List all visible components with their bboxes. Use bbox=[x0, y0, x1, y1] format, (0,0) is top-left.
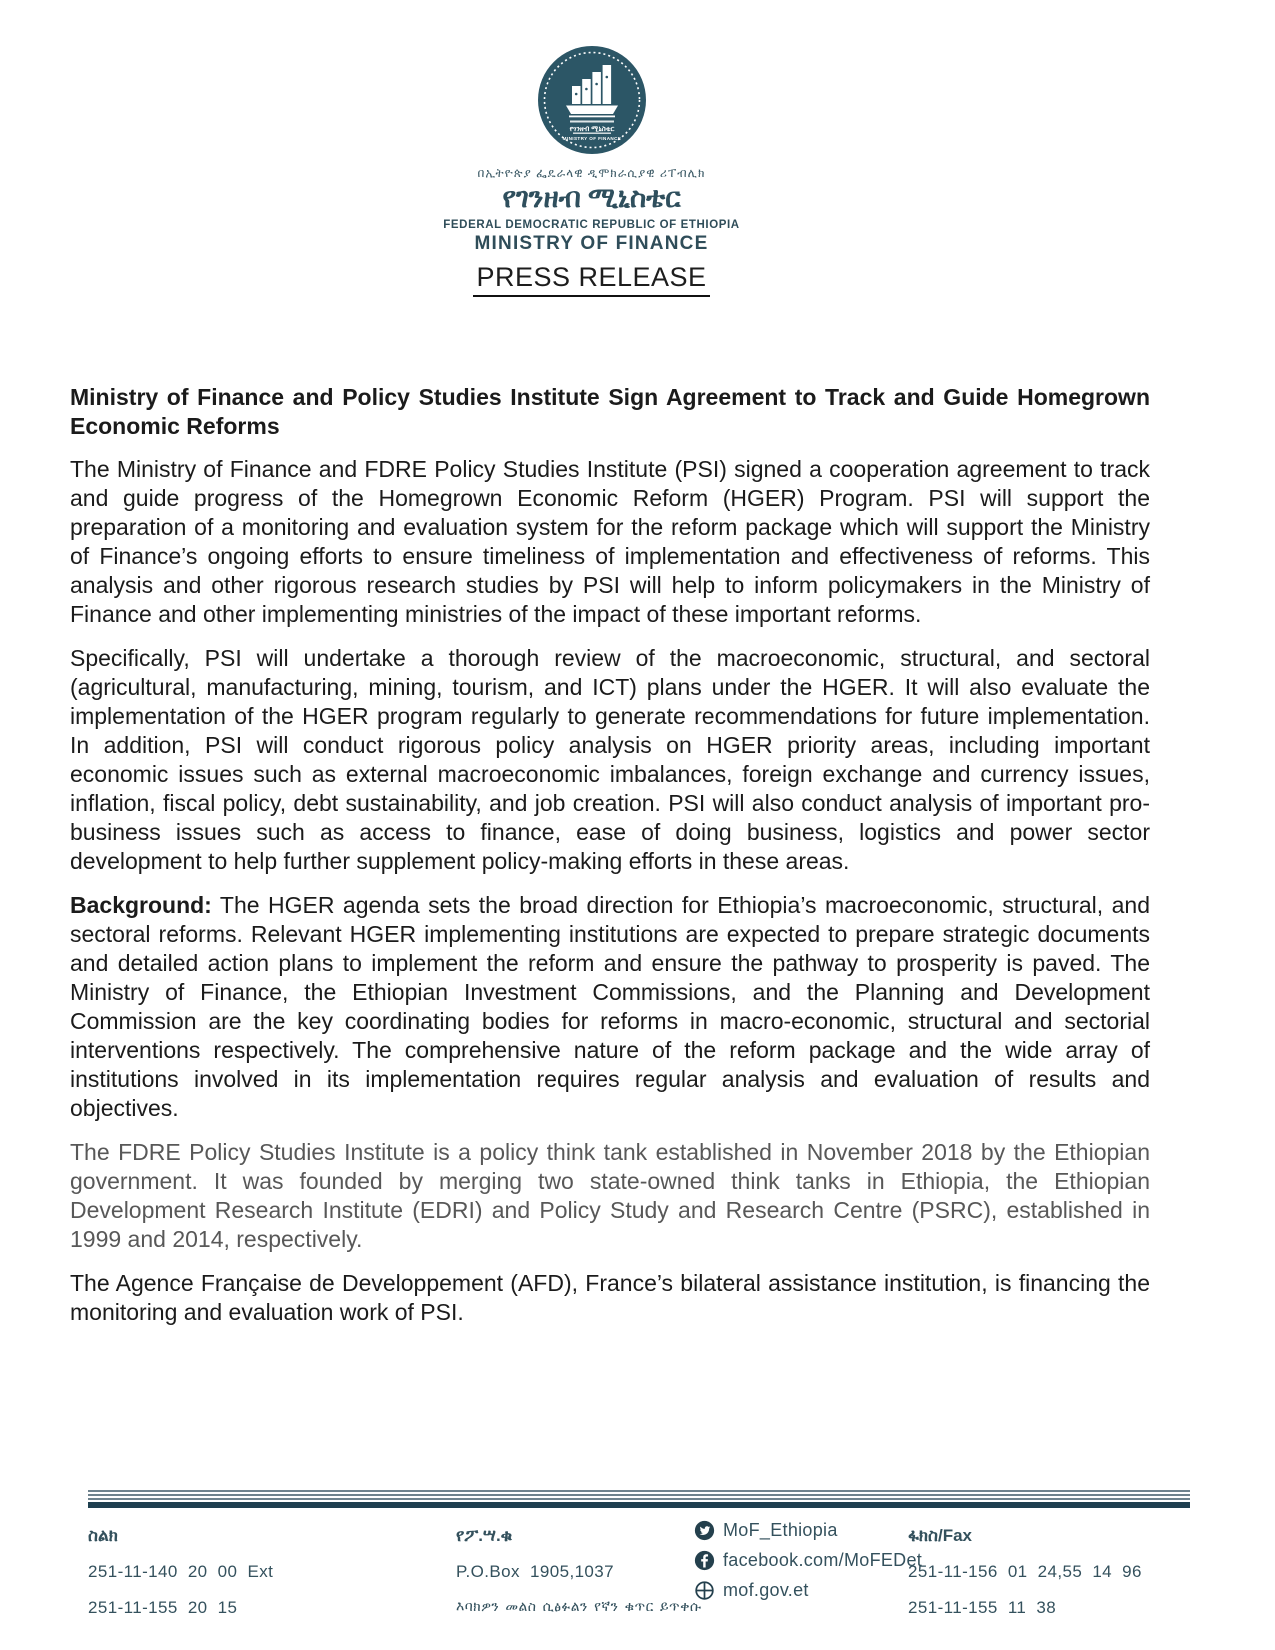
letterhead-footer bbox=[88, 1490, 1190, 1646]
masthead bbox=[0, 44, 1229, 255]
twitter-handle: MoF_Ethiopia bbox=[723, 1520, 838, 1540]
masthead-country-line: FEDERAL DEMOCRATIC REPUBLIC OF ETHIOPIA bbox=[443, 219, 740, 231]
phone-header: ስልክ bbox=[88, 1526, 118, 1545]
paragraph-fdre-psi: The FDRE Policy Studies Institute is a policy think tank established in November 2018 by the Ethiopian government. It was founded by merging two state-owned think tanks in Ethiopia, the Ethiopian Development Research Institute (EDRI) and Policy Study and Research Centre (PSRC), established in 1999 and 2014, respectively. bbox=[70, 1139, 1150, 1252]
seal-amharic-text: የገንዘብ ሚኒስቴር bbox=[569, 126, 614, 133]
press-release-heading: PRESS RELEASE bbox=[473, 262, 709, 297]
paragraph-psi-scope: Specifically, PSI will undertake a thorough review of the macroeconomic, structural, and sectoral (agricultural, manufacturing, mining, tourism, and ICT) plans under the HGER. It will also evaluate the implementation of the HGER program regularly to generate recommendations for future implementation. In addition, PSI will conduct rigorous policy analysis on HGER priority areas, including important economic issues such as external macroeconomic imbalances, foreign exchange and currency issues, inflation, fiscal policy, debt sustainability, and job creation. PSI will also conduct analysis of important pro-business issues such as access to finance, ease of doing business, logistics and power sector development to help further supplement policy-making efforts in these areas. bbox=[70, 645, 1150, 874]
facebook-row bbox=[694, 1550, 922, 1571]
footer-phone-column bbox=[88, 1526, 273, 1634]
paragraph-agreement: The Ministry of Finance and FDRE Policy Studies Institute (PSI) signed a cooperation agreement to track and guide progress of the Homegrown Economic Reform (HGER) Program. PSI will support the preparation of a monitoring and evaluation system for the reform package which will support the Ministry of Finance’s ongoing efforts to ensure timeliness of implementation and effectiveness of reforms. This analysis and other rigorous research studies by PSI will help to inform policymakers in the Ministry of Finance and other implementing ministries of the impact of these important reforms. bbox=[70, 456, 1150, 627]
twitter-row bbox=[694, 1520, 922, 1541]
press-release-heading-wrap bbox=[0, 262, 1229, 297]
masthead-amharic-small: በኢትዮጵያ ፌዴራላዊ ዲሞክራሲያዊ ሪፐብሊክ bbox=[477, 166, 706, 180]
twitter-icon bbox=[694, 1520, 715, 1541]
phone-number-2: 251-11-155 20 15 bbox=[88, 1598, 238, 1617]
ministry-of-finance-seal-icon bbox=[536, 44, 648, 156]
fax-header: ፋክስ/Fax bbox=[908, 1526, 973, 1545]
fax-number-2: 251-11-155 11 38 bbox=[908, 1598, 1057, 1617]
footer-fax-column bbox=[908, 1526, 1142, 1634]
paragraph-afd: The Agence Française de Developpement (AFD), France’s bilateral assistance institution, is financing the monitoring and evaluation work of PSI. bbox=[70, 1270, 1150, 1325]
background-text: The HGER agenda sets the broad direction for Ethiopia’s macroeconomic, structural, and sectoral reforms. Relevant HGER implementing institutions are expected to prepare strategic documents and detailed action plans to implement the reform and ensure the pathway to prosperity is paved. The Ministry of Finance, the Ethiopian Investment Commissions, and the Planning and Development Commission are the key coordinating bodies for reforms in macro-economic, structural and sectorial interventions respectively. The comprehensive nature of the reform package and the wide array of institutions involved in its implementation requires regular analysis and evaluation of results and objectives. bbox=[70, 892, 1151, 1121]
facebook-icon bbox=[694, 1550, 715, 1571]
globe-icon bbox=[694, 1580, 715, 1601]
masthead-amharic-large: የገንዘብ ሚኒስቴር bbox=[502, 183, 681, 214]
footer-pobox-column bbox=[456, 1526, 702, 1631]
background-label: Background: bbox=[70, 892, 212, 918]
facebook-handle: facebook.com/MoFEDet bbox=[723, 1550, 923, 1570]
masthead-ministry-line: MINISTRY OF FINANCE bbox=[474, 233, 709, 254]
website-row bbox=[694, 1580, 922, 1601]
website-url: mof.gov.et bbox=[723, 1580, 809, 1600]
phone-number-1: 251-11-140 20 00 Ext bbox=[88, 1562, 274, 1581]
paragraph-background bbox=[70, 891, 1150, 1123]
article-title: Ministry of Finance and Policy Studies Institute Sign Agreement to Track and Guide Homegrown Economic Reforms bbox=[70, 384, 1150, 439]
footer-columns bbox=[88, 1520, 1190, 1646]
footer-social-column bbox=[694, 1520, 922, 1610]
seal-english-text: MINISTRY OF FINANCE bbox=[562, 136, 621, 141]
article-body bbox=[70, 383, 1150, 1342]
pobox-amharic-note: እባክዎን መልስ ሲፅፉልን የኛን ቁጥር ይጥቀሱ bbox=[456, 1598, 702, 1614]
pobox-number: P.O.Box 1905,1037 bbox=[456, 1562, 614, 1581]
pobox-header: የፖ.ሣ.ቁ bbox=[456, 1526, 513, 1545]
footer-rule bbox=[88, 1490, 1190, 1508]
fax-number-1: 251-11-156 01 24,55 14 96 bbox=[908, 1562, 1142, 1581]
